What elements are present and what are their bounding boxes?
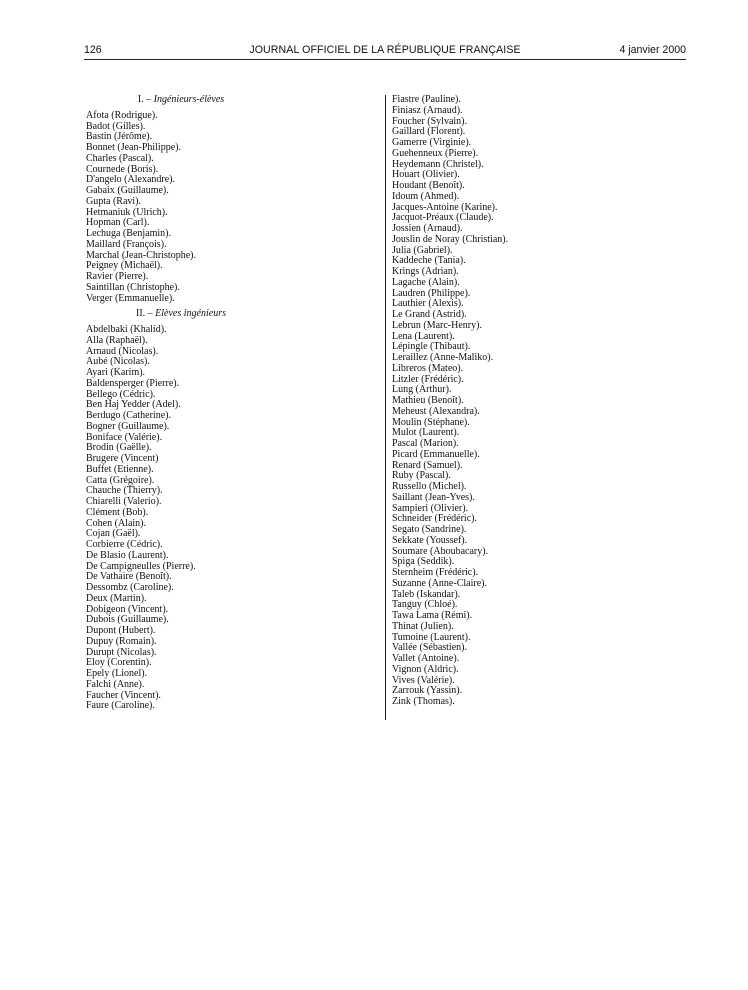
name-entry: Lena (Laurent). [392, 330, 455, 342]
name-entry: Zarrouk (Yassin). [392, 685, 463, 697]
name-entry: Cohen (Alain). [86, 517, 146, 529]
name-entry: Zink (Thomas). [392, 696, 455, 707]
name-entry: Ayari (Karim). [86, 367, 146, 378]
name-entry: Alla (Raphaël). [86, 334, 148, 346]
name-entry: Ravier (Pierre). [86, 271, 149, 282]
name-entry: Bastin (Jérôme). [86, 131, 153, 143]
name-entry: Spiga (Seddik). [392, 556, 455, 568]
name-entry: Catta (Grégoire). [86, 474, 155, 486]
name-entry: Mathieu (Benoît). [392, 395, 464, 406]
name-entry: Le Grand (Astrid). [392, 309, 467, 320]
name-entry: Krings (Adrian). [392, 266, 459, 277]
name-entry: Ben Haj Yedder (Adel). [86, 399, 181, 411]
name-entry: Vallet (Antoine). [392, 653, 460, 664]
name-entry: Baldensperger (Pierre). [86, 377, 180, 389]
name-entry: Saintillan (Christophe). [86, 281, 180, 293]
name-entry: Corbierre (Cédric). [86, 539, 163, 550]
section-dash: – [146, 94, 152, 105]
section-number: I. [137, 94, 144, 105]
name-entry: Lebrun (Marc-Henry). [392, 319, 482, 331]
name-entry: Bogner (Guillaume). [86, 420, 170, 432]
name-entry: Charles (Pascal). [86, 152, 154, 164]
name-entry: Faure (Caroline). [86, 700, 155, 712]
name-entry: Saillant (Jean-Yves). [392, 491, 475, 503]
page-number: 126 [84, 44, 102, 56]
name-entry: Pascal (Marion). [392, 438, 459, 449]
name-entry: Cournede (Boris). [86, 163, 159, 175]
name-entry: Idoum (Ahmed). [392, 190, 460, 202]
name-entry: Dupont (Hubert). [86, 625, 156, 636]
name-entry: Vives (Valérie). [392, 674, 455, 686]
name-entry: Peigney (Michaël). [86, 260, 163, 272]
name-entry: Gabaix (Guillaume). [86, 185, 169, 196]
name-entry: Abdelbaki (Khalid). [86, 324, 167, 335]
name-entry: Lagache (Alain). [392, 276, 460, 288]
name-entry: De Blasio (Laurent). [86, 549, 169, 561]
name-entry: Afota (Rodrigue). [86, 109, 158, 121]
name-entry: Chauche (Thierry). [86, 485, 163, 497]
name-entry: Julia (Gabriel). [392, 244, 453, 256]
name-entry: Dobigeon (Vincent). [86, 603, 169, 615]
name-entry: Gaillard (Florent). [392, 126, 466, 138]
name-entry: Bellego (Cédric). [86, 388, 156, 400]
name-entry: Foucher (Sylvain). [392, 115, 467, 127]
name-list-eleves-ingenieurs-part-2 [392, 95, 682, 708]
name-entry: Taleb (Iskandar). [392, 588, 461, 600]
name-entry: Lung (Arthur). [392, 384, 452, 396]
name-entry: Bonnet (Jean-Philippe). [86, 142, 181, 153]
section-number: II. [136, 308, 146, 320]
name-entry: Kaddeche (Tania). [392, 255, 466, 267]
name-entry: Russello (Michel). [392, 481, 467, 492]
name-entry: Jacquot-Préaux (Claude). [392, 212, 494, 224]
name-entry: Epely (Lionel). [86, 668, 148, 679]
name-entry: Ruby (Pascal). [392, 470, 451, 482]
name-entry: Brodin (Gaëlle). [86, 442, 152, 454]
name-entry: Marchal (Jean-Christophe). [86, 249, 196, 261]
name-entry: Lépingle (Thibaut). [392, 341, 471, 353]
name-entry: Lechuga (Benjamin). [86, 228, 171, 239]
name-entry: Vignon (Aldric). [392, 663, 459, 675]
name-entry: Buffet (Etienne). [86, 463, 154, 475]
name-entry: Deux (Martin). [86, 592, 147, 604]
name-entry: Maillard (François). [86, 238, 167, 250]
name-entry: Dubois (Guillaume). [86, 614, 169, 626]
name-entry: Soumare (Aboubacary). [392, 545, 489, 557]
name-entry: Finiasz (Arnaud). [392, 104, 463, 116]
name-list-ingenieurs-eleves [86, 111, 376, 305]
name-entry: Aubé (Nicolas). [86, 356, 150, 368]
name-entry: De Campigneulles (Pierre). [86, 560, 196, 572]
column-divider [385, 95, 386, 720]
name-entry: Falchi (Anne). [86, 678, 145, 690]
name-entry: Hopman (Carl). [86, 217, 150, 229]
name-entry: Dupuy (Romain). [86, 635, 157, 647]
name-entry: Sternheim (Frédéric). [392, 567, 479, 578]
name-entry: Jacques-Antoine (Karine). [392, 201, 498, 213]
name-entry: Heydemann (Christel). [392, 158, 484, 170]
name-entry: Gupta (Ravi). [86, 195, 141, 207]
name-entry: Sekkate (Youssef). [392, 534, 468, 546]
name-entry: Moulin (Stéphane). [392, 416, 470, 428]
name-entry: Gamerre (Virginie). [392, 137, 472, 148]
name-entry: Sampieri (Olivier). [392, 502, 469, 514]
issue-date: 4 janvier 2000 [619, 44, 686, 56]
section-title: Ingénieurs-élèves [153, 94, 225, 105]
name-entry: Verger (Emmanuelle). [86, 292, 175, 304]
name-entry: Schneider (Frédéric). [392, 513, 477, 525]
left-column [86, 95, 376, 712]
name-entry: Laudren (Philippe). [392, 287, 471, 299]
name-entry: Houart (Olivier). [392, 169, 460, 181]
page-header [84, 44, 686, 60]
right-column [392, 95, 682, 708]
name-entry: Libreros (Mateo). [392, 362, 464, 374]
name-entry: Jossien (Arnaud). [392, 223, 463, 234]
section-title: Elèves ingénieurs [155, 308, 226, 320]
name-entry: Badot (Gilles). [86, 120, 146, 132]
name-entry: Tanguy (Chloé). [392, 599, 458, 611]
name-entry: Berdugo (Catherine). [86, 410, 171, 421]
section-dash: – [147, 308, 153, 320]
name-entry: Jouslin de Noray (Christian). [392, 233, 509, 245]
name-entry: Leraillez (Anne-Maliko). [392, 352, 494, 363]
name-entry: Suzanne (Anne-Claire). [392, 577, 487, 589]
section-heading-eleves-ingenieurs [86, 309, 276, 320]
name-entry: Fiastre (Pauline). [392, 94, 461, 105]
name-entry: Faucher (Vincent). [86, 689, 161, 701]
name-entry: Houdant (Benoît). [392, 180, 465, 191]
name-entry: D'angelo (Alexandre). [86, 174, 175, 186]
name-entry: Arnaud (Nicolas). [86, 345, 159, 357]
section-heading-ingenieurs-eleves [86, 95, 276, 106]
name-entry: Guehenneux (Pierre). [392, 147, 479, 159]
name-entry: Lauthier (Alexis). [392, 298, 464, 310]
name-entry: Thinat (Julien). [392, 620, 454, 632]
name-entry: De Vathaire (Benoît). [86, 571, 172, 583]
name-entry: Vallée (Sébastien). [392, 642, 467, 654]
name-entry: Segato (Sandrine). [392, 524, 467, 535]
name-entry: Brugere (Vincent) [86, 453, 159, 464]
name-entry: Picard (Emmanuelle). [392, 448, 480, 460]
name-entry: Renard (Samuel). [392, 459, 463, 471]
name-entry: Hetmaniuk (Ulrich). [86, 206, 168, 218]
name-entry: Meheust (Alexandra). [392, 405, 480, 417]
name-list-eleves-ingenieurs-part-1 [86, 325, 376, 712]
name-entry: Dessombz (Caroline). [86, 582, 174, 593]
name-entry: Litzler (Frédéric). [392, 373, 464, 385]
name-entry: Chiarelli (Valerio). [86, 496, 162, 507]
name-entry: Tawa Lama (Rémi). [392, 610, 473, 621]
name-entry: Clément (Bob). [86, 506, 149, 518]
name-entry: Cojan (Gaël). [86, 528, 141, 540]
name-entry: Mulot (Laurent). [392, 427, 460, 439]
name-entry: Durupt (Nicolas). [86, 646, 157, 658]
name-entry: Boniface (Valérie). [86, 431, 163, 443]
name-entry: Tumoine (Laurent). [392, 631, 471, 643]
name-entry: Eloy (Corentin). [86, 657, 152, 669]
header-rule [84, 59, 686, 60]
journal-title: JOURNAL OFFICIEL DE LA RÉPUBLIQUE FRANÇAISE [249, 44, 521, 56]
